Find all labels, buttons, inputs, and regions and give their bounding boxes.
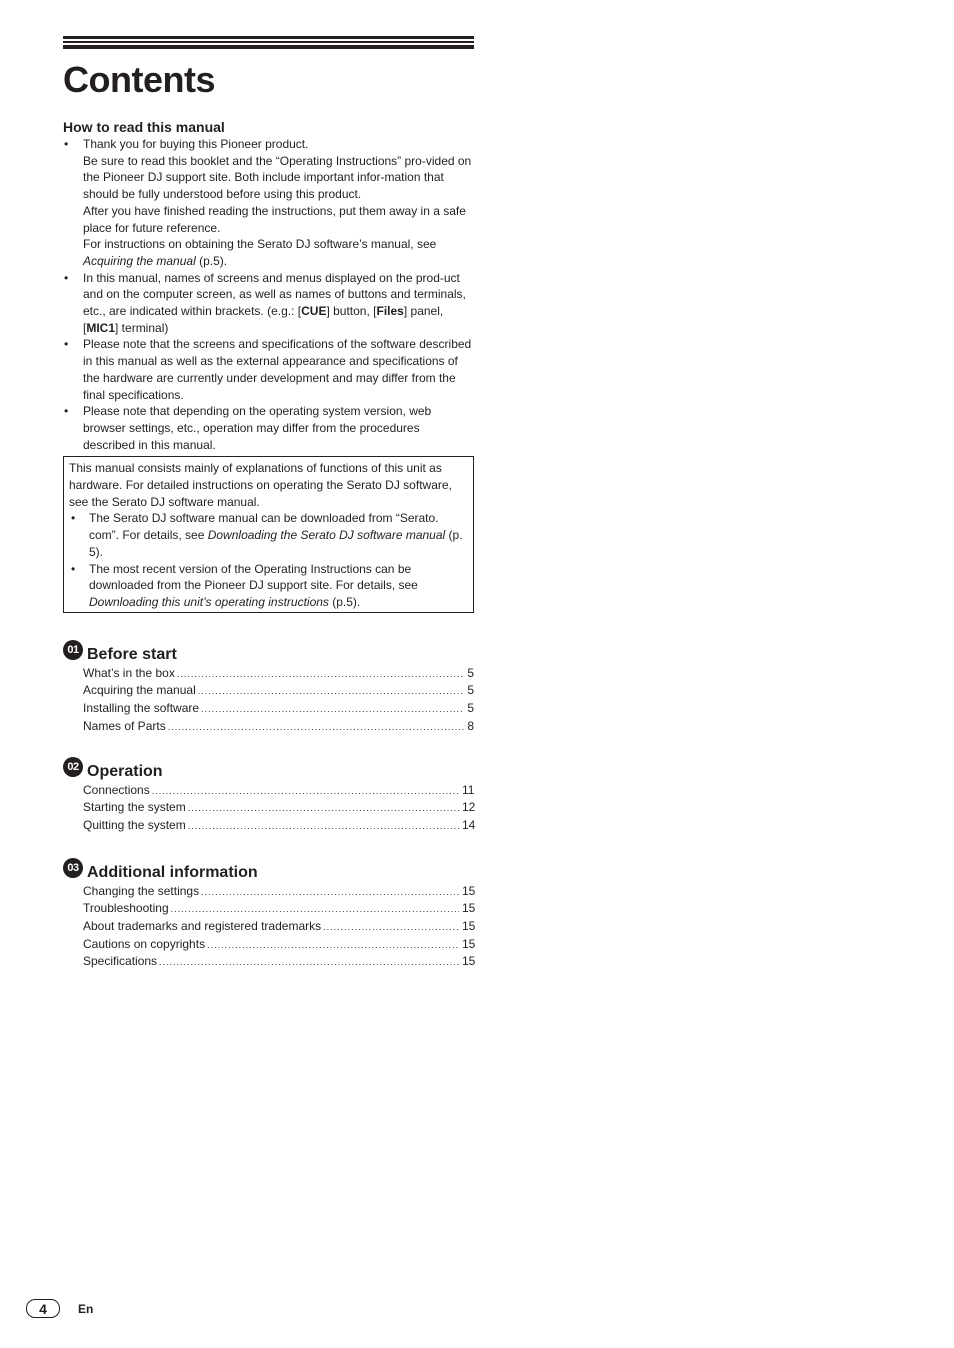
toc-entry[interactable] [83,936,474,954]
leader-dots [188,818,459,835]
toc-entry-label: Starting the system [83,800,186,815]
text: ] panel, [ [83,304,444,335]
toc-entry[interactable] [83,665,474,683]
toc-entry-label: About trademarks and registered trademarks [83,919,322,934]
toc-entry-label: Cautions on copyrights [83,936,206,951]
toc-entry-page: 15 [462,901,476,916]
toc-entry-page: 15 [462,919,476,934]
howto-list [63,136,474,453]
terminal-name-mic1: MIC1 [86,320,116,335]
toc-section-before-start [63,643,474,736]
leader-dots [207,937,459,954]
toc-entry-page: 8 [467,718,474,733]
chapter-number-badge: 03 [63,858,83,878]
section-heading [63,861,474,881]
note-box [63,456,474,612]
toc-entry[interactable] [83,918,474,936]
section-heading [63,643,474,663]
cross-reference: Downloading the Serato DJ software manual [207,528,446,543]
toc-entry[interactable] [83,799,474,817]
toc-section-operation [63,760,474,835]
text: (p.5). [328,594,361,609]
toc-entry-page: 5 [467,683,474,698]
howto-bullet: • Please note that the screens and specifications of the software described in this manual as well as the external appearance and specifications of the hardware are currently under development and may differ from the final specifications. [63,336,474,403]
toc-entry[interactable] [83,682,474,700]
leader-dots [201,701,464,718]
toc-entry-label: Quitting the system [83,817,186,832]
page-title: Contents [63,59,215,100]
note-bullet [69,510,468,560]
toc-entry-page: 15 [462,936,476,951]
text: ] terminal) [115,320,169,335]
toc-entry-label: Troubleshooting [83,901,169,916]
text: For instructions on obtaining the Serato DJ software’s manual, see [83,237,437,252]
leader-dots [188,800,459,817]
toc-entry-label: Specifications [83,954,158,969]
leader-dots [323,919,459,936]
section-title: Before start [87,645,177,663]
toc-entry-page: 15 [462,954,476,969]
toc-entry-label: What’s in the box [83,665,175,680]
note-intro: This manual consists mainly of explanations of functions of this unit as hardware. For detailed instructions on operating the Serato DJ software, see the Serato DJ software manual. [69,461,452,509]
toc-entry-page: 15 [462,883,476,898]
note-list [69,510,468,610]
text: ] button, [ [326,304,377,319]
section-title: Additional information [87,863,258,881]
language-code: En [78,1301,94,1316]
chapter-number-badge: 01 [63,640,83,660]
page-footer [26,1299,93,1318]
text: In this manual, names of screens and menus displayed on the prod-uct and on the computer screen, as well as names of buttons and terminals, etc., are indicated within brackets. (e.g.: [ [83,270,466,319]
section-heading [63,760,474,780]
toc-entry-label: Changing the settings [83,883,200,898]
paragraph: • Thank you for buying this Pioneer product. [83,137,309,151]
panel-name-files: Files [376,304,404,319]
note-bullet [69,561,468,611]
paragraph [83,236,474,269]
leader-dots [159,954,459,971]
chapter-number-badge: 02 [63,757,83,777]
text: (p.5). [195,253,228,268]
toc-entry-page: 14 [462,817,476,832]
howto-heading: How to read this manual [63,119,225,135]
toc-entry-label: Names of Parts [83,718,166,733]
toc-entry-label: Acquiring the manual [83,683,196,698]
leader-dots [171,901,459,918]
leader-dots [198,683,465,700]
page-number: 4 [26,1299,60,1318]
text: The most recent version of the Operating Instructions can be downloaded from the Pioneer DJ support site. For details, see [89,561,418,593]
rule-line [63,45,474,49]
button-name-cue: CUE [301,304,327,319]
howto-bullet [63,270,474,337]
toc-list [83,782,474,835]
leader-dots [201,884,459,901]
toc-list [83,665,474,736]
header-rules [63,36,474,50]
rule-line [63,41,474,43]
toc-entry[interactable] [83,700,474,718]
toc-entry[interactable] [83,782,474,800]
toc-entry[interactable] [83,817,474,835]
toc-entry[interactable] [83,883,474,901]
toc-entry-page: 11 [462,782,475,797]
toc-entry[interactable] [83,900,474,918]
rule-line [63,36,474,39]
contents-column [63,36,474,971]
howto-bullet: • Please note that depending on the operating system version, web browser settings, etc., operation may differ from the procedures described in this manual. [63,403,474,453]
toc-list [83,883,474,972]
toc-entry-page: 5 [467,701,474,716]
text: (p. 5). [89,528,463,559]
toc-entry-label: Connections [83,782,150,797]
paragraph: Be sure to read this booklet and the “Operating Instructions” pro-vided on the Pioneer DJ support site. Both include important infor-mation that should be fully understood before using this product. [83,153,472,202]
toc-entry-page: 5 [467,665,474,680]
leader-dots [152,783,459,800]
text: The Serato DJ software manual can be downloaded from “Serato. com”. For details, see [89,511,439,543]
paragraph: After you have finished reading the instructions, put them away in a safe place for future reference. [83,203,466,235]
toc-entry[interactable] [83,718,474,736]
leader-dots [177,666,464,683]
howto-bullet [63,136,474,270]
toc-entry-label: Installing the software [83,701,200,716]
leader-dots [168,719,465,736]
toc-entry-page: 12 [462,800,476,815]
toc-entry[interactable] [83,953,474,971]
toc-section-additional-information [63,861,474,972]
cross-reference: Acquiring the manual [83,253,196,268]
cross-reference: Downloading this unit’s operating instructions [89,594,329,609]
section-title: Operation [87,762,163,780]
